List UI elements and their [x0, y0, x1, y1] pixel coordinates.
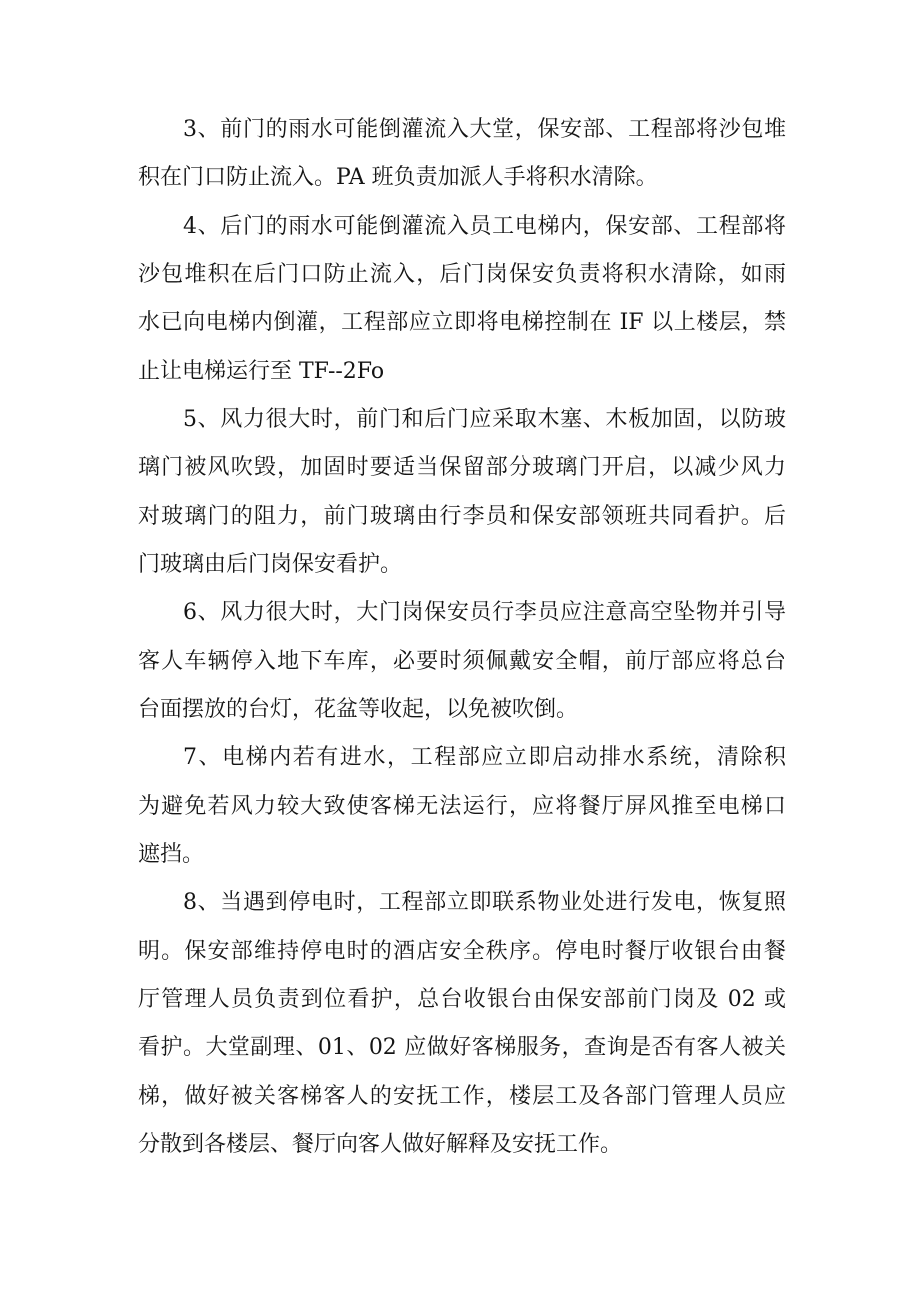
paragraph-line: 3、前门的雨水可能倒灌流入大堂，保安部、工程部将沙包堆: [183, 117, 786, 142]
paragraph-line: 对玻璃门的阻力，前门玻璃由行李员和保安部领班共同看护。后: [138, 503, 786, 529]
paragraph-line: 4、后门的雨水可能倒灌流入员工电梯内，保安部、工程部将: [183, 213, 786, 239]
paragraph-line: 止让电梯运行至 TF--2Fo: [138, 358, 385, 384]
paragraph-line: 梯，做好被关客梯客人的安抚工作，楼层工及各部门管理人员应: [138, 1083, 786, 1109]
paragraph-line: 璃门被风吹毁，加固时要适当保留部分玻璃门开启，以减少风力: [138, 455, 786, 481]
paragraph-5: [138, 396, 786, 589]
paragraph-4: [138, 203, 786, 396]
paragraph-line: 积在门口防止流入。PA 班负责加派人手将积水清除。: [138, 165, 658, 191]
paragraph-line: 水已向电梯内倒灌，工程部应立即将电梯控制在 IF 以上楼层，禁: [138, 310, 786, 336]
paragraph-line: 7、电梯内若有进水，工程部应立即启动排水系统，清除积: [183, 745, 786, 771]
document-body: [138, 106, 786, 1169]
paragraph-line: 5、风力很大时，前门和后门应采取木塞、木板加固，以防玻: [183, 406, 786, 432]
paragraph-line: 8、当遇到停电时，工程部立即联系物业处进行发电，恢复照: [183, 890, 786, 916]
paragraph-3: [138, 106, 786, 203]
paragraph-line: 明。保安部维持停电时的酒店安全秩序。停电时餐厅收银台由餐: [138, 938, 786, 964]
paragraph-line: 门玻璃由后门岗保安看护。: [138, 551, 403, 577]
paragraph-line: 厅管理人员负责到位看护，总台收银台由保安部前门岗及 02 或: [138, 986, 786, 1012]
paragraph-6: [138, 589, 786, 734]
paragraph-line: 沙包堆积在后门口防止流入，后门岗保安负责将积水清除，如雨: [138, 261, 786, 287]
paragraph-line: 6、风力很大时，大门岗保安员行李员应注意高空坠物并引导: [183, 600, 786, 626]
paragraph-line: 遮挡。: [138, 841, 205, 867]
paragraph-8: [138, 879, 786, 1169]
paragraph-line: 看护。大堂副理、01、02 应做好客梯服务，查询是否有客人被关: [138, 1035, 786, 1061]
paragraph-7: [138, 734, 786, 879]
paragraph-line: 分散到各楼层、餐厅向客人做好解释及安抚工作。: [138, 1131, 623, 1157]
paragraph-line: 客人车辆停入地下车库，必要时须佩戴安全帽，前厅部应将总台: [138, 648, 786, 674]
paragraph-line: 为避免若风力较大致使客梯无法运行，应将餐厅屏风推至电梯口: [138, 793, 786, 819]
paragraph-line: 台面摆放的台灯，花盆等收起，以免被吹倒。: [138, 696, 579, 722]
